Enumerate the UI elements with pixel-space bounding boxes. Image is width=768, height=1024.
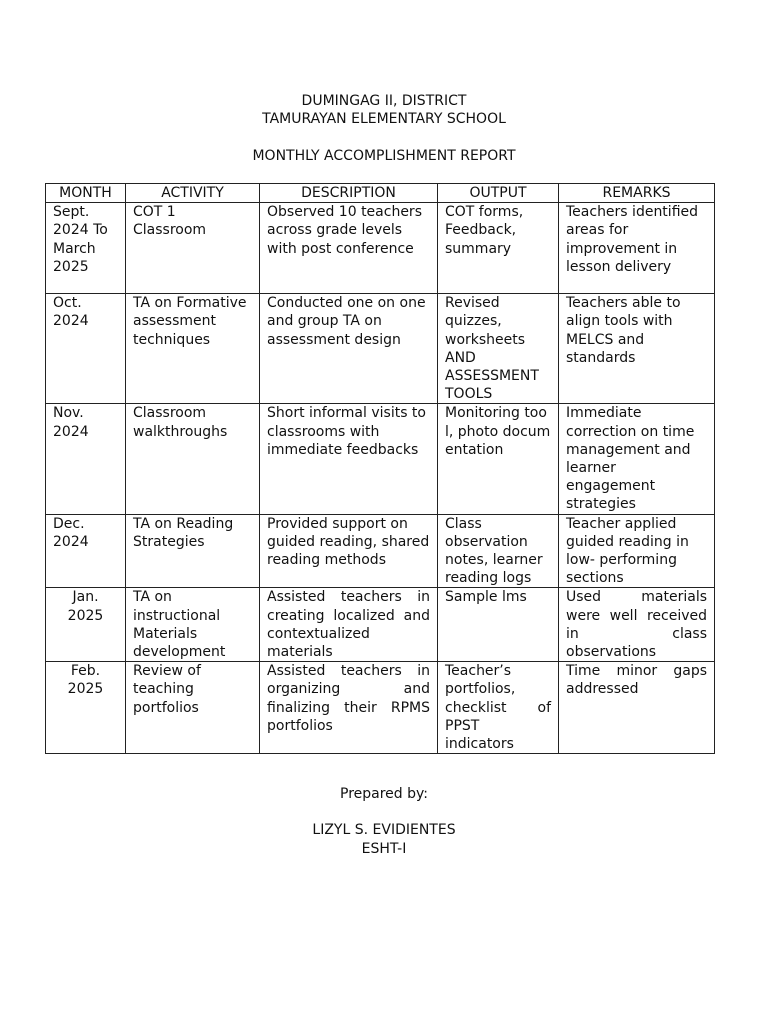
activity-cell: Classroom walkthroughs <box>126 404 260 514</box>
preparer-name: LIZYL S. EVIDIENTES <box>312 822 456 838</box>
activity-cell: COT 1 Classroom <box>126 203 260 294</box>
report-title: MONTHLY ACCOMPLISHMENT REPORT <box>252 148 516 164</box>
output-cell: Sample lms <box>438 588 559 662</box>
remarks-cell: Time minor gaps addressed <box>559 662 715 754</box>
activity-cell: TA on Reading Strategies <box>126 514 260 588</box>
month-cell: Sept. 2024 To March 2025 <box>46 203 126 294</box>
district-heading: DUMINGAG II, DISTRICT <box>301 93 467 109</box>
table-row <box>46 203 715 294</box>
month-cell: Nov. 2024 <box>46 404 126 514</box>
month-cell: Dec. 2024 <box>46 514 126 588</box>
description-cell: Short informal visits to classrooms with immediate feedbacks <box>260 404 438 514</box>
column-header-description: DESCRIPTION <box>260 184 438 203</box>
output-cell: Monitoring tool, photo documentation <box>438 404 559 514</box>
month-cell: Jan. 2025 <box>46 588 126 662</box>
description-cell: Assisted teachers in creating localized and contextualized materials <box>260 588 438 662</box>
table-row <box>46 514 715 588</box>
activity-cell: TA on Formative assessment techniques <box>126 294 260 404</box>
activity-cell: TA on instructional Materials development <box>126 588 260 662</box>
column-header-output: OUTPUT <box>438 184 559 203</box>
preparer-position: ESHT-I <box>361 841 407 857</box>
description-cell: Assisted teachers in organizing and finalizing their RPMS portfolios <box>260 662 438 754</box>
output-cell: Teacher’s portfolios, checklist of PPST indicators <box>438 662 559 754</box>
table-row <box>46 294 715 404</box>
description-cell: Provided support on guided reading, shared reading methods <box>260 514 438 588</box>
prepared-by-label: Prepared by: <box>340 786 428 802</box>
remarks-cell: Teachers able to align tools with MELCS and standards <box>559 294 715 404</box>
output-cell: Class observation notes, learner reading logs <box>438 514 559 588</box>
school-heading: TAMURAYAN ELEMENTARY SCHOOL <box>262 111 506 127</box>
output-cell: COT forms, Feedback, summary <box>438 203 559 294</box>
description-cell: Conducted one on one and group TA on assessment design <box>260 294 438 404</box>
table-row <box>46 404 715 514</box>
remarks-cell: Teachers identified areas for improvement in lesson delivery <box>559 203 715 294</box>
remarks-cell: Immediate correction on time management and learner engagement strategies <box>559 404 715 514</box>
column-header-activity: ACTIVITY <box>126 184 260 203</box>
column-header-month: MONTH <box>46 184 126 203</box>
month-cell: Oct. 2024 <box>46 294 126 404</box>
table-row <box>46 662 715 754</box>
column-header-remarks: REMARKS <box>559 184 715 203</box>
remarks-cell: Teacher applied guided reading in low- performing sections <box>559 514 715 588</box>
activity-cell: Review of teaching portfolios <box>126 662 260 754</box>
remarks-cell: Used materials were well received in class observations <box>559 588 715 662</box>
output-cell: Revised quizzes, worksheets AND ASSESSMENT TOOLS <box>438 294 559 404</box>
table-header-row <box>46 184 715 203</box>
table-row <box>46 588 715 662</box>
month-cell: Feb. 2025 <box>46 662 126 754</box>
description-cell: Observed 10 teachers across grade levels with post conference <box>260 203 438 294</box>
accomplishment-table <box>45 183 715 754</box>
